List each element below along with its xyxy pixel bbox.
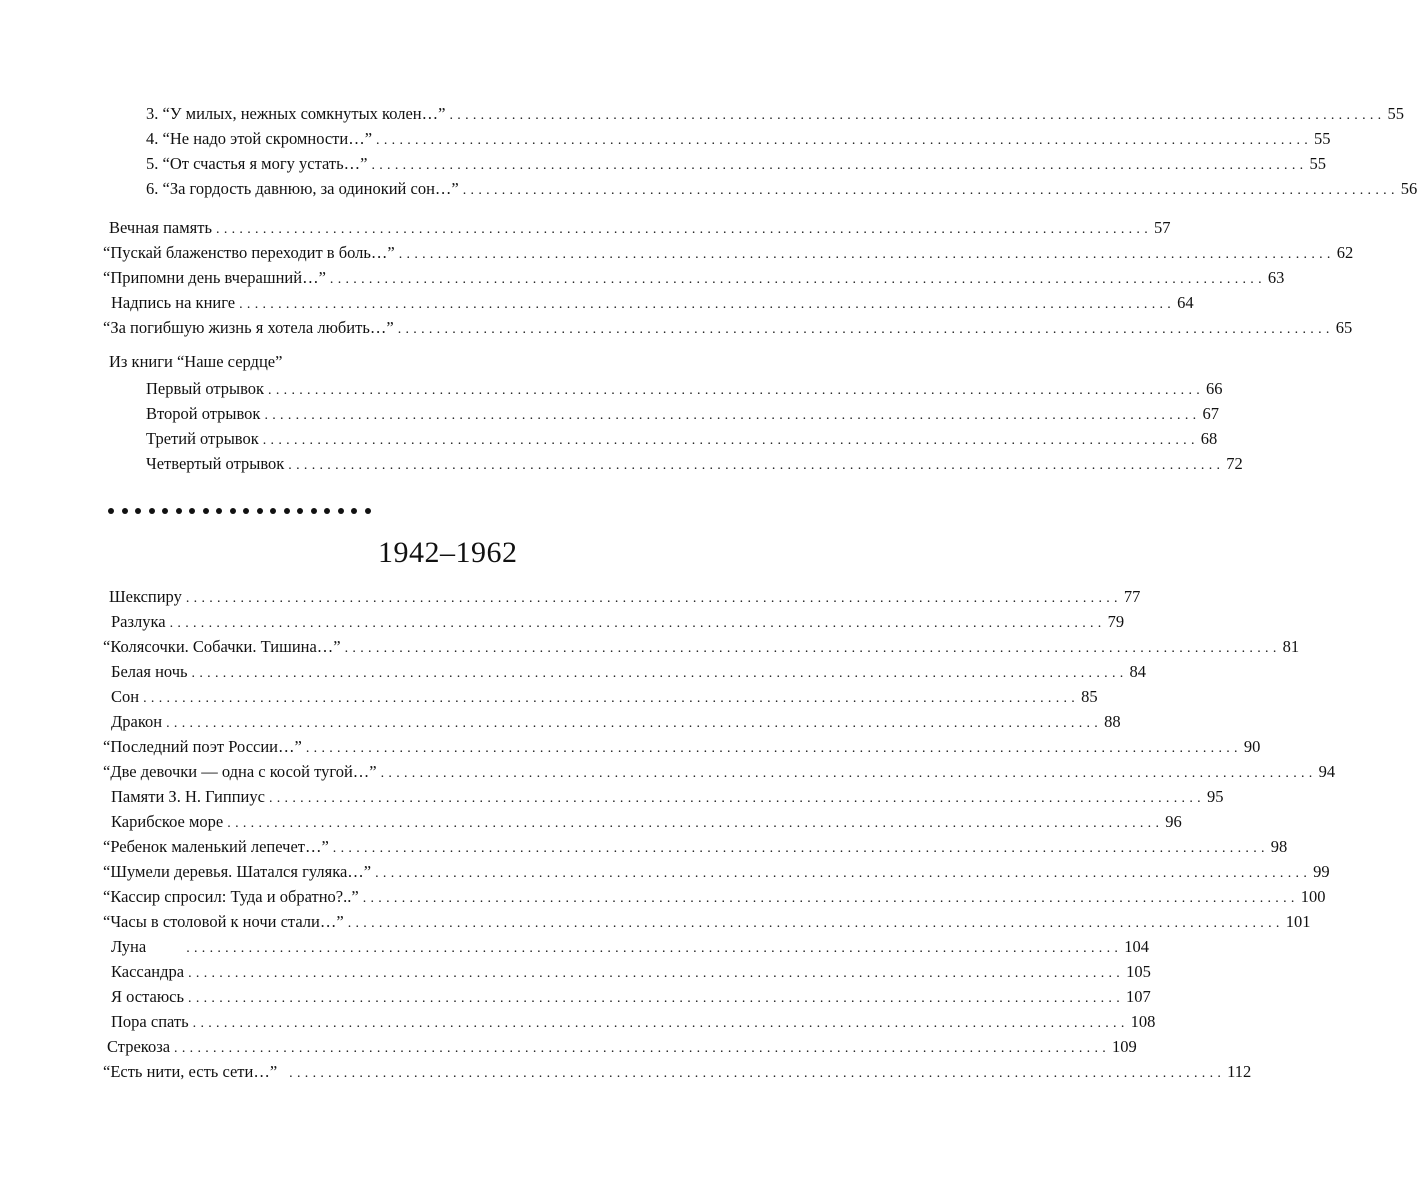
toc-entry bbox=[146, 453, 1243, 477]
toc-entry bbox=[111, 292, 1194, 316]
toc-leader-dots: ........................................................................................................................ bbox=[398, 247, 1335, 262]
toc-entry bbox=[146, 403, 1219, 427]
toc-entry-title: Пора спать bbox=[111, 1012, 189, 1031]
toc-entry-page: 95 bbox=[1206, 787, 1224, 806]
toc-entry-title: Вечная память bbox=[109, 218, 213, 237]
toc-entry bbox=[111, 936, 1149, 960]
toc-entry bbox=[103, 736, 1261, 760]
toc-entry-title: “Есть нити, есть сети…” bbox=[103, 1062, 278, 1081]
toc-entry-title: Второй отрывок bbox=[146, 404, 261, 423]
toc-entry-title: “Кассир спросил: Туда и обратно?..” bbox=[103, 887, 359, 906]
toc-entry-page: 101 bbox=[1285, 912, 1311, 931]
toc-entry-title: Стрекоза bbox=[107, 1037, 171, 1056]
toc-entry-page: 81 bbox=[1282, 637, 1300, 656]
toc-entry-page: 98 bbox=[1270, 837, 1288, 856]
toc-leader-dots: ........................................................................................................................ bbox=[380, 766, 1317, 781]
toc-entry-title: “Ребенок маленький лепечет…” bbox=[103, 837, 329, 856]
section-title: 1942–1962 bbox=[378, 536, 518, 569]
toc-entry-page: 109 bbox=[1112, 1037, 1137, 1056]
toc-entry bbox=[111, 986, 1151, 1010]
toc-leader-dots: ........................................................................................................................ bbox=[239, 297, 1176, 312]
toc-entry-page: 88 bbox=[1104, 712, 1121, 731]
toc-entry-page: 57 bbox=[1154, 218, 1171, 237]
toc-entry-title: “Часы в столовой к ночи стали…” bbox=[103, 912, 344, 931]
toc-entry-page: 64 bbox=[1177, 293, 1194, 312]
toc-leader-dots: ........................................................................................................................ bbox=[191, 666, 1128, 681]
toc-entry-title: 6. “За гордость давнюю, за одинокий сон…” bbox=[146, 179, 459, 198]
toc-leader-dots: ........................................................................................................................ bbox=[462, 183, 1399, 198]
toc-entry bbox=[103, 317, 1353, 341]
toc-entry-title: “Две девочки — одна с косой тугой…” bbox=[103, 762, 377, 781]
toc-leader-dots: ........................................................................................................................ bbox=[375, 866, 1312, 881]
toc-entry-title: Шекспиру bbox=[109, 587, 182, 606]
toc-leader-dots: ........................................................................................................................ bbox=[347, 916, 1284, 931]
section-divider bbox=[108, 508, 371, 514]
toc-leader-dots: ........................................................................................................................ bbox=[268, 383, 1205, 398]
toc-leader-dots: ........................................................................................................................ bbox=[449, 108, 1386, 123]
toc-leader-dots: ........................................................................................................................ bbox=[305, 741, 1242, 756]
toc-entry-page: 63 bbox=[1267, 268, 1285, 287]
toc-leader-dots: ........................................................................................................................ bbox=[186, 941, 1123, 956]
toc-leader-dots: ........................................................................................................................ bbox=[192, 1016, 1129, 1031]
toc-entry-title: “Припомни день вчерашний…” bbox=[103, 268, 326, 287]
toc-leader-dots: ........................................................................................................................ bbox=[397, 322, 1334, 337]
toc-entry-title: Белая ночь bbox=[111, 662, 188, 681]
toc-entry-title: “Последний поэт России…” bbox=[103, 737, 302, 756]
toc-leader-dots: ........................................................................................................................ bbox=[262, 433, 1199, 448]
toc-entry-page: 77 bbox=[1123, 587, 1141, 606]
toc-entry-title: Разлука bbox=[111, 612, 166, 631]
toc-entry-page: 96 bbox=[1165, 812, 1182, 831]
toc-entry-page: 112 bbox=[1227, 1062, 1252, 1081]
toc-entry bbox=[103, 886, 1326, 910]
toc-entry bbox=[111, 811, 1182, 835]
toc-entry-title: “Колясочки. Собачки. Тишина…” bbox=[103, 637, 341, 656]
toc-entry-page: 94 bbox=[1318, 762, 1336, 781]
toc-leader-dots: ........................................................................................................................ bbox=[166, 716, 1103, 731]
toc-entry-title: Карибское море bbox=[111, 812, 224, 831]
toc-entry-page: 104 bbox=[1124, 937, 1149, 956]
toc-entry-page: 79 bbox=[1107, 612, 1125, 631]
toc-entry-page: 90 bbox=[1243, 737, 1261, 756]
toc-entry-page: 84 bbox=[1129, 662, 1147, 681]
toc-entry-title: Я остаюсь bbox=[111, 987, 185, 1006]
toc-entry bbox=[146, 428, 1218, 452]
toc-entry-page: 72 bbox=[1226, 454, 1243, 473]
toc-entry-title: Луна bbox=[111, 937, 147, 956]
toc-leader-dots: ........................................................................................................................ bbox=[268, 791, 1205, 806]
toc-entry bbox=[146, 153, 1326, 177]
toc-entry-title: Дракон bbox=[111, 712, 163, 731]
toc-entry-title: 4. “Не надо этой скромности…” bbox=[146, 129, 373, 148]
toc-entry-page: 105 bbox=[1126, 962, 1151, 981]
toc-entry-page: 99 bbox=[1313, 862, 1330, 881]
toc-entry bbox=[109, 217, 1171, 241]
toc-leader-dots: ........................................................................................................................ bbox=[188, 966, 1125, 981]
toc-entry-page: 56 bbox=[1400, 179, 1417, 198]
toc-leader-dots: ........................................................................................................................ bbox=[371, 158, 1308, 173]
toc-entry bbox=[111, 711, 1121, 735]
toc-leader-dots: ........................................................................................................................ bbox=[289, 1066, 1226, 1081]
toc-entry-title: “Пускай блаженство переходит в боль…” bbox=[103, 243, 395, 262]
toc-leader-dots: ........................................................................................................................ bbox=[169, 616, 1106, 631]
toc-entry-page: 85 bbox=[1081, 687, 1098, 706]
toc-entry bbox=[111, 961, 1151, 985]
toc-entry-page: 65 bbox=[1335, 318, 1353, 337]
toc-entry-page: 108 bbox=[1130, 1012, 1156, 1031]
toc-entry-title: “Шумели деревья. Шатался гуляка…” bbox=[103, 862, 372, 881]
toc-entry-page: 67 bbox=[1202, 404, 1219, 423]
toc-entry bbox=[103, 267, 1285, 291]
toc-entry bbox=[111, 786, 1224, 810]
toc-entry bbox=[146, 103, 1404, 127]
toc-entry bbox=[103, 911, 1311, 935]
toc-leader-dots: ........................................................................................................................ bbox=[143, 691, 1080, 706]
toc-entry bbox=[146, 378, 1223, 402]
toc-leader-dots: ........................................................................................................................ bbox=[264, 408, 1201, 423]
toc-leader-dots: ........................................................................................................................ bbox=[216, 222, 1153, 237]
toc-entry-title: Кассандра bbox=[111, 962, 185, 981]
toc-entry bbox=[103, 861, 1330, 885]
toc-entry-title: Сон bbox=[111, 687, 140, 706]
toc-entry-title: Надпись на книге bbox=[111, 293, 236, 312]
toc-entry-title: “За погибшую жизнь я хотела любить…” bbox=[103, 318, 394, 337]
toc-entry bbox=[103, 1061, 1252, 1085]
toc-leader-dots: ........................................................................................................................ bbox=[362, 891, 1299, 906]
toc-entry-page: 55 bbox=[1314, 129, 1331, 148]
toc-leader-dots: ........................................................................................................................ bbox=[344, 641, 1281, 656]
book-heading: Из книги “Наше сердце” bbox=[109, 352, 283, 371]
toc-entry-title: Четвертый отрывок bbox=[146, 454, 285, 473]
toc-entry-page: 100 bbox=[1300, 887, 1326, 906]
toc-entry bbox=[109, 586, 1141, 610]
toc-entry bbox=[146, 128, 1331, 152]
toc-entry-title: 5. “От счастья я могу устать…” bbox=[146, 154, 368, 173]
toc-entry bbox=[111, 686, 1098, 710]
toc-entry bbox=[103, 836, 1288, 860]
toc-entry-title: 3. “У милых, нежных сомкнутых колен…” bbox=[146, 104, 446, 123]
toc-entry bbox=[103, 636, 1300, 660]
toc-entry-title: Третий отрывок bbox=[146, 429, 259, 448]
toc-leader-dots: ........................................................................................................................ bbox=[376, 133, 1313, 148]
toc-leader-dots: ........................................................................................................................ bbox=[174, 1041, 1111, 1056]
toc-entry-title: Первый отрывок bbox=[146, 379, 265, 398]
toc-leader-dots: ........................................................................................................................ bbox=[188, 991, 1125, 1006]
toc-entry-page: 68 bbox=[1200, 429, 1218, 448]
toc-entry-page: 62 bbox=[1336, 243, 1354, 262]
toc-leader-dots: ........................................................................................................................ bbox=[185, 591, 1122, 606]
toc-entry-page: 55 bbox=[1387, 104, 1404, 123]
toc-leader-dots: ........................................................................................................................ bbox=[329, 272, 1266, 287]
toc-entry bbox=[107, 1036, 1137, 1060]
toc-entry-page: 55 bbox=[1309, 154, 1326, 173]
toc-leader-dots: ........................................................................................................................ bbox=[332, 841, 1269, 856]
toc-entry bbox=[111, 611, 1125, 635]
toc-entry-title: Памяти З. Н. Гиппиус bbox=[111, 787, 265, 806]
toc-entry bbox=[111, 1011, 1156, 1035]
toc-entry bbox=[146, 178, 1417, 202]
toc-entry bbox=[103, 242, 1354, 266]
toc-entry-page: 107 bbox=[1126, 987, 1151, 1006]
toc-entry bbox=[103, 761, 1336, 785]
toc-leader-dots: ........................................................................................................................ bbox=[288, 458, 1225, 473]
toc-entry bbox=[111, 661, 1147, 685]
toc-leader-dots: ........................................................................................................................ bbox=[227, 816, 1164, 831]
toc-entry-page: 66 bbox=[1206, 379, 1223, 398]
